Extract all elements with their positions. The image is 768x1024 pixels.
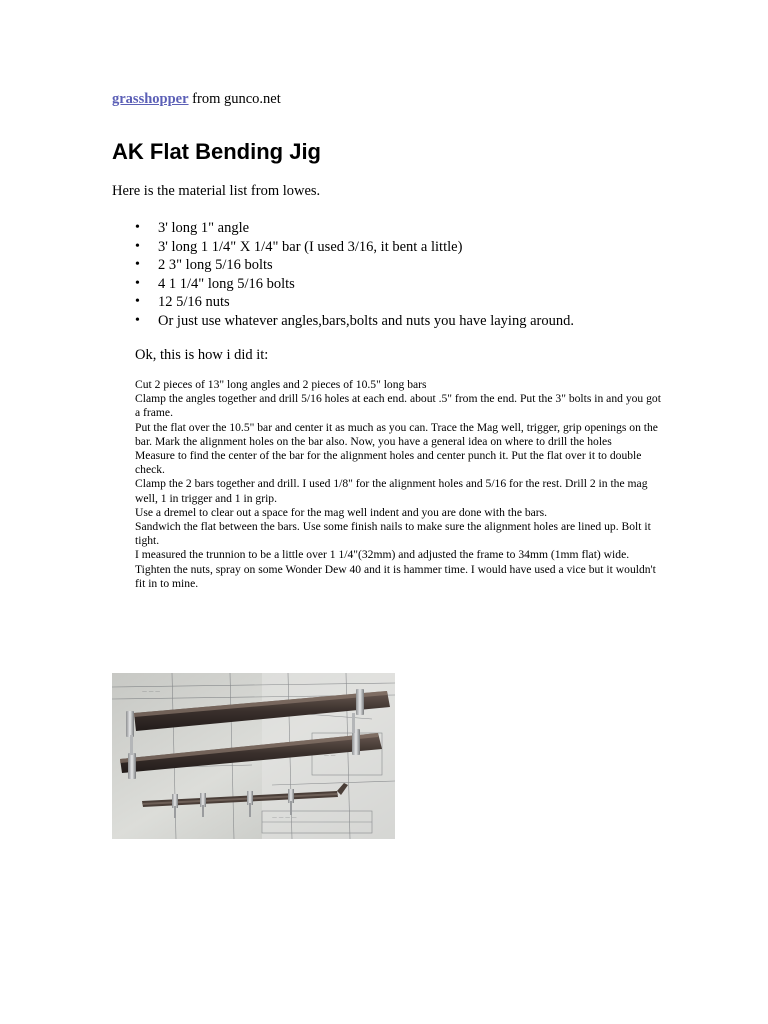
materials-list [112,219,574,331]
bullet-icon: • [135,238,140,254]
step-text: Tighten the nuts, spray on some Wonder Dew 40 and it is hammer time. I would have used a vice but it wouldn't fit in to mine. [135,562,656,590]
list-item [112,312,574,331]
byline [112,90,281,108]
list-item-text: 2 3" long 5/16 bolts [158,257,273,274]
steps-block [135,378,665,591]
list-item [112,256,574,275]
howto-heading: Ok, this is how i did it: [135,347,269,363]
bullet-icon: • [135,220,140,235]
step-text: Measure to find the center of the bar for the alignment holes and center punch it. Put the flat over it to double check. [135,449,642,477]
bullet-icon: • [135,312,140,328]
jig-photo [112,673,395,839]
svg-text:— — —: — — — [142,689,161,695]
bullet-icon: • [135,294,140,310]
intro-text: Here is the material list from lowes. [112,183,321,199]
list-item-text: 4 1 1/4" long 5/16 bolts [158,275,295,292]
bullet-icon: • [135,275,140,291]
list-item-text: 3' long 1" angle [158,220,250,236]
list-item-text: Or just use whatever angles,bars,bolts and nuts you have laying around. [158,312,574,329]
step-text: Clamp the angles together and drill 5/16 holes at each end. about .5" from the end. Put the 3" bolts in and you got a frame. [135,392,661,420]
step-text: Sandwich the flat between the bars. Use some finish nails to make sure the alignment holes are lined up. Bolt it tight. [135,520,651,548]
list-item [112,275,574,294]
list-item-text: 12 5/16 nuts [158,294,230,311]
list-item [112,219,574,238]
page-title: AK Flat Bending Jig [112,139,321,164]
byline-source: from gunco.net [188,91,281,107]
list-item-text: 3' long 1 1/4" X 1/4" bar (I used 3/16, it bent a little) [158,238,463,255]
step-text: Cut 2 pieces of 13" long angles and 2 pieces of 10.5" long bars [135,378,427,391]
step-text: Clamp the 2 bars together and drill. I used 1/8" for the alignment holes and 5/16 for the rest. Drill 2 in the mag well, 1 in trigger and 1 in grip. [135,477,648,505]
step-text: I measured the trunnion to be a little over 1 1/4"(32mm) and adjusted the frame to 34mm (1mm flat) wide. [135,548,630,562]
bullet-icon: • [135,257,140,273]
svg-text:— — — —: — — — — [272,815,297,821]
step-text: Use a dremel to clear out a space for the mag well indent and you are done with the bars. [135,505,548,519]
list-item [112,238,574,257]
step-text: Put the flat over the 10.5" bar and center it as much as you can. Trace the Mag well, trigger, grip openings on the bar. Mark the alignment holes on the bar also. Now, you have a general idea on where to drill the holes [135,420,658,448]
author-link[interactable]: grasshopper [112,91,189,107]
list-item [112,293,574,312]
svg-text:— —: — — [324,753,336,759]
